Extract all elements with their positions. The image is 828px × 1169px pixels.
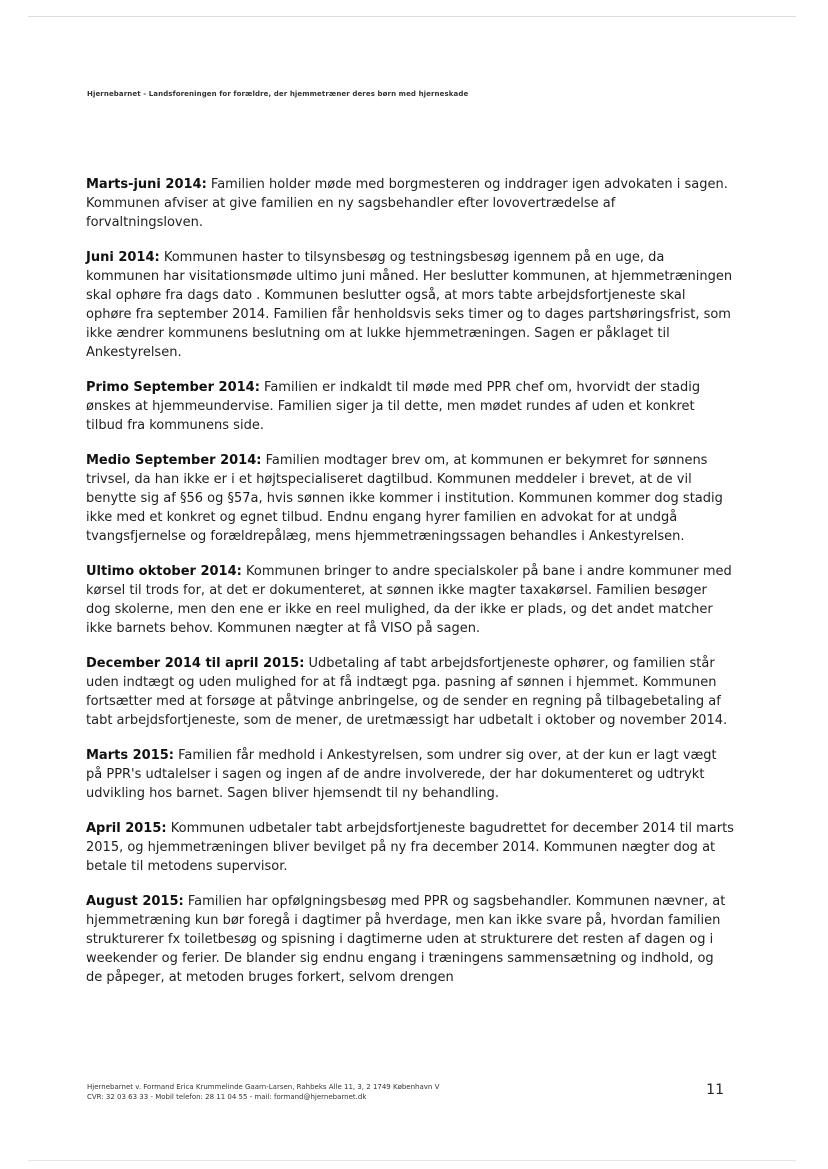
- entry-text: Familien modtager brev om, at kommunen er bekymret for sønnens trivsel, da han ikke er i et højtspecialiseret dagtilbud. Kommunen meddeler i brevet, at de vil benytte sig af §56 og §57a, hvis sønnen ikke kommer i institution. Kommunen kommer dog stadig ikke med et konkret og egnet tilbud. Endnu engang hyrer familien en advokat for at undgå tvangsfjernelse og forældrepålæg, mens hjemmetræningssagen behandles i Ankestyrelsen.: [86, 453, 723, 544]
- footer-address: Hjernebarnet v. Formand Erica Krummelinde Gaarn-Larsen, Rahbeks Alle 11, 3, 2 1749 København V: [87, 1083, 440, 1091]
- timeline-entry: [86, 892, 734, 987]
- entry-date: Medio September 2014:: [86, 453, 262, 468]
- entry-text: Familien er indkaldt til møde med PPR chef om, hvorvidt der stadig ønskes at hjemmeundervise. Familien siger ja til dette, men mødet rundes af uden et konkret tilbud fra kommunens side.: [86, 380, 701, 433]
- entry-date: Ultimo oktober 2014:: [86, 564, 242, 579]
- entry-text: Kommunen haster to tilsynsbesøg og testningsbesøg igennem på en uge, da kommunen har visitationsmøde ultimo juni måned. Her beslutter kommunen, at hjemmetræningen skal ophøre fra dags dato . Kommunen beslutter også, at mors tabte arbejdsfortjeneste skal ophøre fra september 2014. Familien får henholdsvis seks timer og to dages partshøringsfrist, som ikke ændrer kommunens beslutning om at lukke hjemmetræningen. Sagen er påklaget til Ankestyrelsen.: [86, 250, 733, 360]
- timeline-entry: [86, 248, 734, 362]
- entry-text: Familien får medhold i Ankestyrelsen, som undrer sig over, at der kun er lagt vægt på PPR's udtalelser i sagen og ingen af de andre involverede, der har dokumenteret og udtrykt udvikling hos barnet. Sagen bliver hjemsendt til ny behandling.: [86, 748, 717, 801]
- entry-text: Familien har opfølgningsbesøg med PPR og sagsbehandler. Kommunen nævner, at hjemmetræning kun bør foregå i dagtimer på hverdage, men kan ikke svare på, hvordan familien strukturerer fx toiletbesøg og spisning i dagtimerne uden at strukturere det resten af dagen og i weekender og ferier. De blander sig endnu engang i træningens sammensætning og indhold, og de påpeger, at metoden bruges forkert, selvom drengen: [86, 894, 726, 985]
- entry-date: December 2014 til april 2015:: [86, 656, 305, 671]
- entry-date: August 2015:: [86, 894, 184, 909]
- page-footer: [87, 1082, 439, 1102]
- entry-date: Primo September 2014:: [86, 380, 260, 395]
- timeline-entry: [86, 654, 734, 730]
- entry-text: Kommunen udbetaler tabt arbejdsfortjeneste bagudrettet for december 2014 til marts 2015, og hjemmetræningen bliver bevilget på ny fra december 2014. Kommunen nægter dog at betale til metodens supervisor.: [86, 821, 734, 874]
- bottom-rule: [28, 1160, 796, 1161]
- entry-text: Kommunen bringer to andre specialskoler på bane i andre kommuner med kørsel til trods for, at det er dokumenteret, at sønnen ikke magter taxakørsel. Familien besøger dog skolerne, men den ene er ikke en reel mulighed, da der ikke er plads, og det andet matcher ikke barnets behov. Kommunen nægter at få VISO på sagen.: [86, 564, 732, 636]
- entry-date: April 2015:: [86, 821, 167, 836]
- timeline-entry: [86, 451, 734, 546]
- timeline-entry: [86, 746, 734, 803]
- timeline-entry: [86, 819, 734, 876]
- entry-text: Familien holder møde med borgmesteren og inddrager igen advokaten i sagen. Kommunen afviser at give familien en ny sagsbehandler efter lovovertrædelse af forvaltningsloven.: [86, 177, 728, 230]
- page-number: 11: [706, 1082, 724, 1098]
- top-rule: [28, 16, 796, 17]
- timeline-entry: [86, 378, 734, 435]
- document-body: [86, 175, 734, 1003]
- page-header: Hjernebarnet - Landsforeningen for forældre, der hjemmetræner deres børn med hjerneskade: [87, 90, 469, 98]
- timeline-entry: [86, 175, 734, 232]
- entry-text: Udbetaling af tabt arbejdsfortjeneste ophører, og familien står uden indtægt og uden mulighed for at få indtægt pga. pasning af sønnen i hjemmet. Kommunen fortsætter med at forsøge at påtvinge anbringelse, og de sender en regning på tilbagebetaling af tabt arbejdsfortjeneste, som de mener, de uretmæssigt har udbetalt i oktober og november 2014.: [86, 656, 728, 728]
- entry-date: Juni 2014:: [86, 250, 160, 265]
- entry-date: Marts-juni 2014:: [86, 177, 207, 192]
- timeline-entry: [86, 562, 734, 638]
- footer-contact: CVR: 32 03 63 33 - Mobil telefon: 28 11 04 55 - mail: formand@hjernebarnet.dk: [87, 1093, 367, 1101]
- entry-date: Marts 2015:: [86, 748, 174, 763]
